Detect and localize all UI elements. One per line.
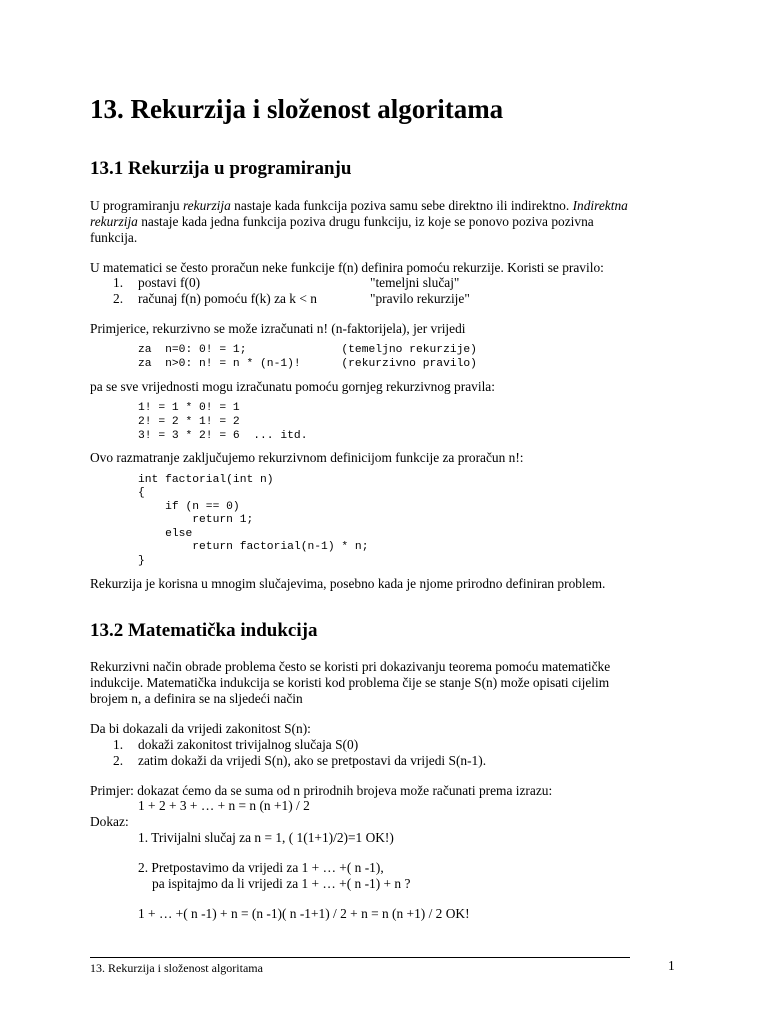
rule-num-1: 1.	[113, 275, 124, 290]
code-line: za n=0: 0! = 1; (temeljno rekurzije)	[138, 344, 477, 356]
code-line: 2! = 2 * 1! = 2	[138, 416, 240, 428]
example-text: Primjerice, rekurzivno se može izračunati n! (n-faktorijela), jer vrijedi	[90, 321, 466, 336]
step-num-2: 2.	[113, 753, 124, 768]
rule-text-1: postavi f(0)	[138, 275, 201, 290]
induction-para-line: Rekurzivni način obrade problema često se koristi pri dokazivanju teorema pomoću matematičke	[90, 659, 611, 674]
section-heading-recursion: 13.1 Rekurzija u programiranju	[90, 158, 352, 179]
code-line: return factorial(n-1) * n;	[138, 541, 369, 553]
page-number: 1	[668, 958, 675, 973]
footer-title: 13. Rekurzija i složenost algoritama	[90, 961, 263, 975]
code-line: 1! = 1 * 0! = 1	[138, 402, 240, 414]
intro-line-2	[90, 214, 594, 230]
proof-final: 1 + … +( n -1) + n = (n -1)( n -1+1) / 2 + n = n (n +1) / 2 OK!	[138, 906, 470, 921]
useful-text: Rekurzija je korisna u mnogim slučajevima, posebno kada je njome prirodno definiran problem.	[90, 576, 606, 591]
rule-note-1: "temeljni slučaj"	[370, 275, 460, 290]
step-num-1: 1.	[113, 737, 124, 752]
conclude-text: Ovo razmatranje zaključujemo rekurzivnom definicijom funkcije za proračun n!:	[90, 450, 524, 465]
section-heading-induction: 13.2 Matematička indukcija	[90, 620, 318, 641]
intro-text: nastaje kada funkcija poziva samu sebe direktno ili indirektno.	[230, 198, 573, 213]
example-sum-text: Primjer: dokazat ćemo da se suma od n prirodnih brojeva može računati prema izrazu:	[90, 783, 553, 798]
intro-term: rekurzija	[182, 198, 231, 213]
rule-text-2: računaj f(n) pomoću f(k) za k < n	[138, 291, 317, 306]
intro-line-1	[90, 198, 628, 214]
proof-step-2b: pa ispitajmo da li vrijedi za 1 + … +( n -1) + n ?	[152, 876, 411, 891]
proof-step-2a: 2. Pretpostavimo da vrijedi za 1 + … +( n -1),	[138, 860, 384, 875]
code-line: if (n == 0)	[138, 501, 240, 513]
rule-num-2: 2.	[113, 291, 124, 306]
proof-intro: Da bi dokazali da vrijedi zakonitost S(n):	[90, 721, 311, 736]
proof-label: Dokaz:	[90, 814, 129, 829]
so-text: pa se sve vrijednosti mogu izračunatu pomoću gornjeg rekurzivnog pravila:	[90, 379, 495, 394]
intro-text: nastaje kada jedna funkcija poziva drugu funkciju, iz koje se ponovo poziva pozivna	[137, 214, 594, 229]
code-line: }	[138, 555, 145, 567]
code-line: int factorial(int n)	[138, 474, 274, 486]
code-line: else	[138, 528, 193, 540]
proof-step-1: 1. Trivijalni slučaj za n = 1, ( 1(1+1)/2)=1 OK!)	[138, 830, 394, 845]
step-text-1: dokaži zakonitost trivijalnog slučaja S(0)	[138, 737, 359, 752]
intro-line-3: funkcija.	[90, 230, 138, 245]
footer-divider	[90, 957, 630, 958]
sum-formula: 1 + 2 + 3 + … + n = n (n +1) / 2	[138, 798, 310, 813]
induction-para-line: brojem n, a definira se na sljedeći način	[90, 691, 303, 706]
intro-term: rekurzija	[90, 214, 138, 229]
step-text-2: zatim dokaži da vrijedi S(n), ako se pretpostavi da vrijedi S(n-1).	[138, 753, 487, 768]
code-line: 3! = 3 * 2! = 6 ... itd.	[138, 430, 308, 442]
rule-note-2: "pravilo rekurzije"	[370, 291, 470, 306]
code-line: {	[138, 487, 145, 499]
math-text: U matematici se često proračun neke funkcije f(n) definira pomoću rekurzije. Koristi se pravilo:	[90, 260, 604, 275]
induction-para-line: indukcije. Matematička indukcija se koristi kod problema čije se stanje S(n) može opisati cijelim	[90, 675, 610, 690]
code-line: za n>0: n! = n * (n-1)! (rekurzivno pravilo)	[138, 358, 477, 370]
page-title: 13. Rekurzija i složenost algoritama	[90, 94, 504, 124]
intro-text: U programiranju	[90, 198, 183, 213]
code-line: return 1;	[138, 514, 254, 526]
intro-term: Indirektna	[572, 198, 628, 213]
